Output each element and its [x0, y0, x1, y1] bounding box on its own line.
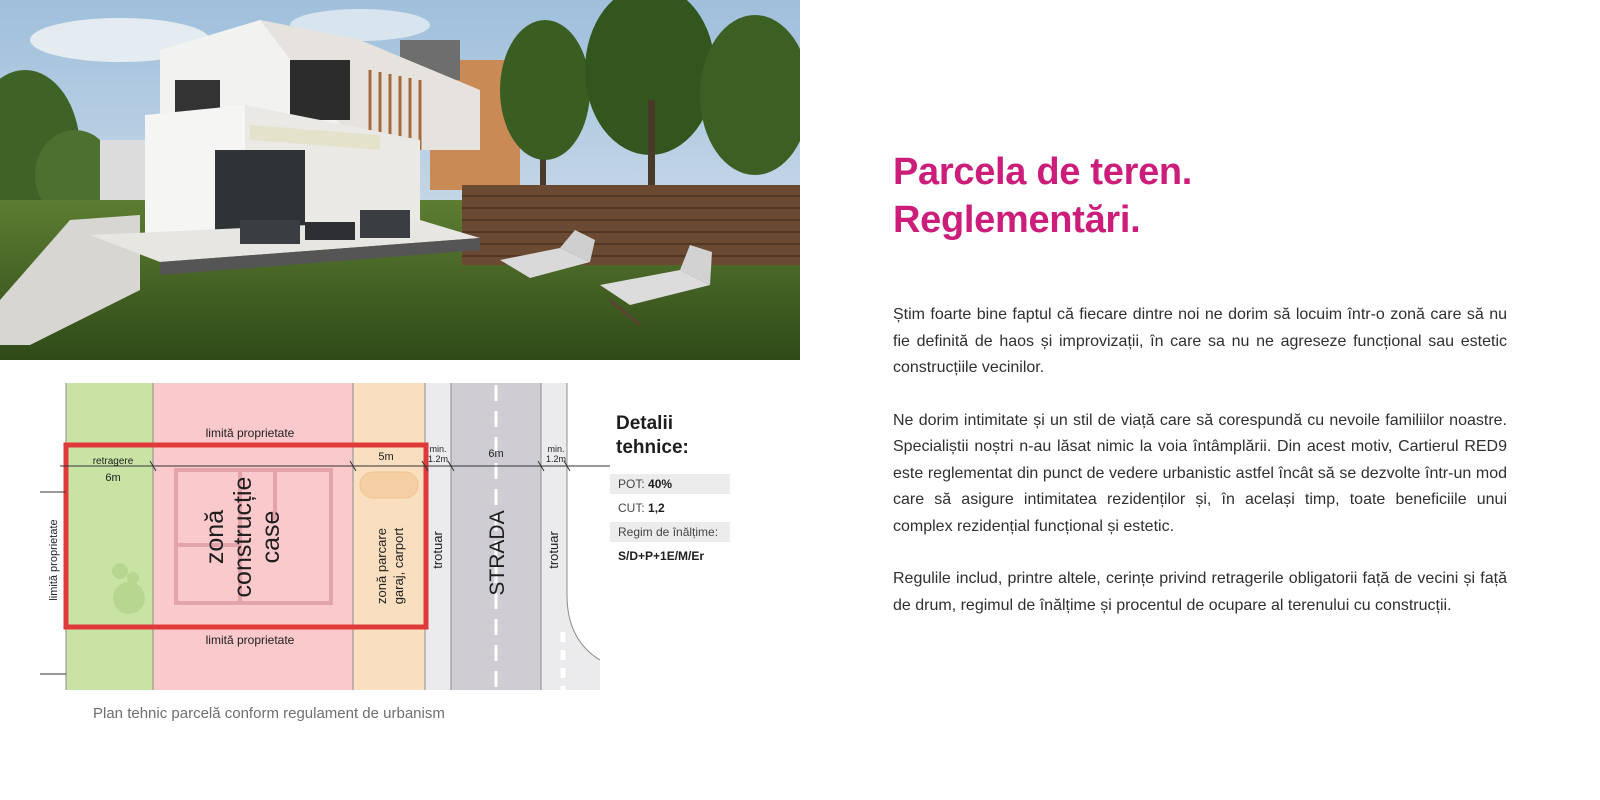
- house-render-photo: [0, 0, 800, 360]
- trotuar-left-label: trotuar: [430, 531, 445, 569]
- paragraph: Ne dorim intimitate și un stil de viață care să corespundă cu nevoile familiilor noastre. Specialiștii noștri n-au lăsat nimic la voia întâmplării. Din acest motiv, Cartierul RED9 este reglementat din punct de vedere urbanistic astfel încât să se dezvolte într-un mod care să asigure intimitatea rezidenților și, în același timp, toate beneficiile unui complex rezidențial funcțional și estetic.: [893, 411, 1507, 535]
- svg-text:zonă: zonă: [201, 509, 229, 565]
- dim-min-right: min.: [547, 444, 565, 454]
- strada-label: STRADA: [486, 510, 509, 596]
- limit-top-label: limită proprietate: [205, 426, 295, 440]
- dim-5m: 5m: [378, 451, 394, 463]
- pot-value: 40%: [648, 477, 673, 491]
- svg-text:case: case: [257, 510, 285, 564]
- dim-min-left: min.: [429, 444, 447, 454]
- paragraph: Știm foarte bine faptul că fiecare dintre noi ne dorim să locuim într-o zonă care să nu fie definită de haos și improvizații, în care sa nu ne agreseze funcțional sau estetic construcțiile vecinilor.: [893, 306, 1507, 376]
- dim-6m-left: 6m: [105, 472, 121, 484]
- trotuar-right-label: trotuar: [546, 531, 561, 569]
- detail-regim-value: [610, 546, 730, 566]
- page-heading: [893, 148, 1192, 244]
- car-icon: [360, 472, 418, 498]
- body-text: [893, 302, 1507, 645]
- heading-line-2: Reglementări.: [893, 199, 1141, 241]
- cut-label: CUT:: [618, 501, 645, 515]
- limit-bottom-label: limită proprietate: [205, 633, 295, 647]
- dim-1-2-left: 1.2m: [427, 454, 449, 464]
- heading-line-1: Parcela de teren.: [893, 151, 1193, 193]
- dim-6m-road: 6m: [488, 448, 504, 460]
- pot-label: POT:: [618, 477, 645, 491]
- dim-1-2-right: 1.2m: [545, 454, 567, 464]
- parking-zone: [353, 383, 425, 690]
- detail-regim: [610, 522, 730, 542]
- regim-label: Regim de înălțime:: [618, 525, 719, 539]
- retragere-zone: [66, 383, 153, 690]
- cut-value: 1,2: [648, 501, 665, 515]
- limit-left-label: limită proprietate: [48, 519, 60, 601]
- plan-caption: Plan tehnic parcelă conform regulament de urbanism: [93, 705, 445, 722]
- svg-text:garaj, carport: garaj, carport: [391, 527, 406, 605]
- technical-details: [610, 412, 730, 570]
- details-title: Detalii tehnice:: [616, 413, 689, 458]
- regim-value: S/D+P+1E/M/Er: [618, 549, 705, 563]
- paragraph: Regulile includ, printre altele, cerințe privind retragerile obligatorii față de vecini și față de drum, regimul de înălțime și procentul de ocupare al terenului cu construcții.: [893, 570, 1507, 614]
- detail-cut: [610, 498, 730, 518]
- detail-pot: [610, 474, 730, 494]
- svg-text:construcție: construcție: [229, 476, 257, 598]
- house-render-image: [0, 0, 800, 360]
- svg-text:zonă parcare: zonă parcare: [374, 528, 389, 604]
- retragere-label: retragere: [92, 456, 134, 467]
